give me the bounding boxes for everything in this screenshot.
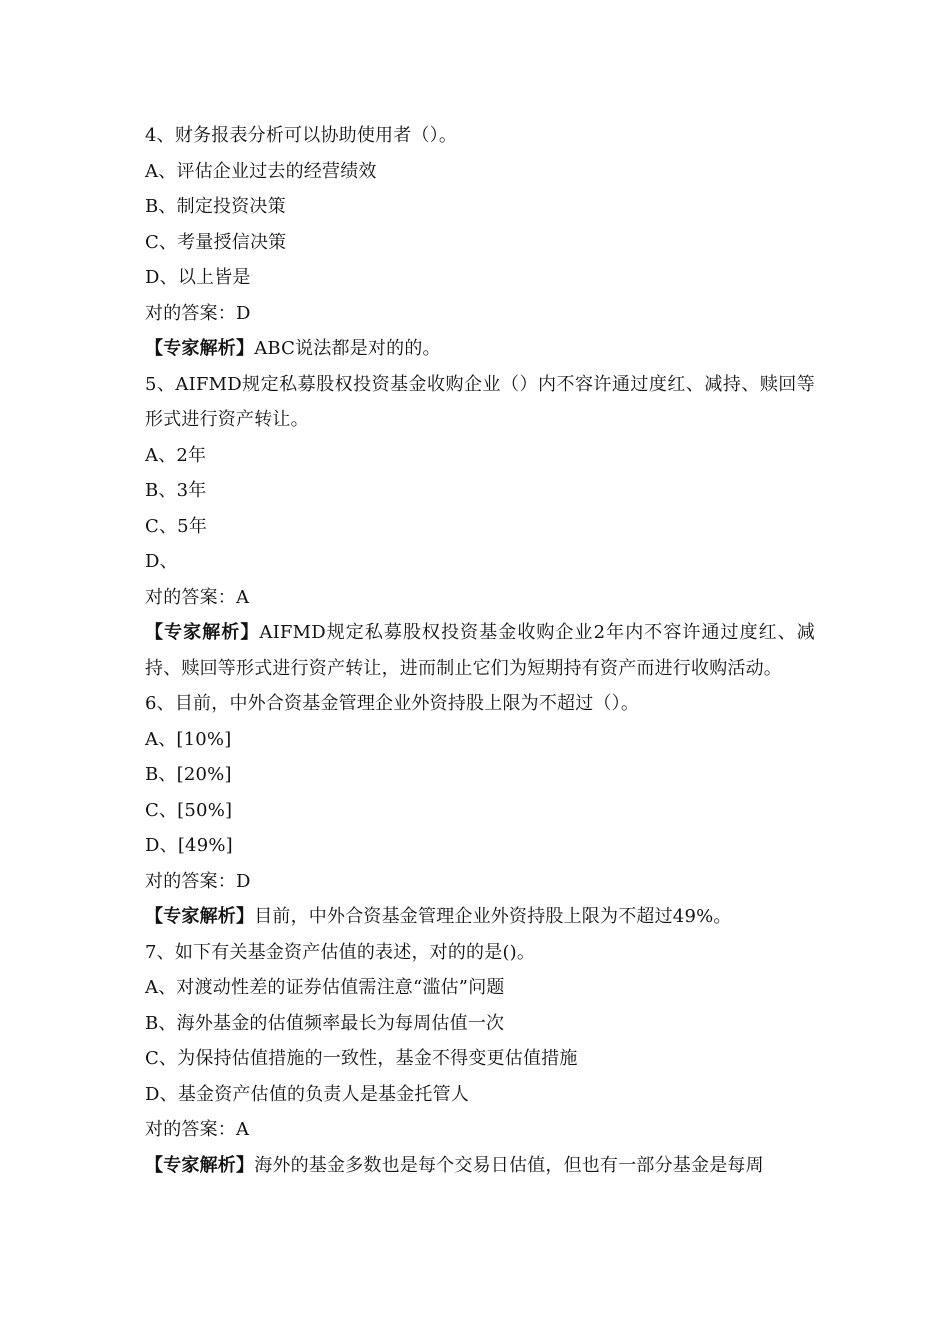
question-block <box>145 935 815 1184</box>
analysis-text: 目前，中外合资基金管理企业外资持股上限为不超过49%。 <box>254 906 732 927</box>
option-c: C、[50%] <box>145 799 233 821</box>
option-b: B、3年 <box>145 480 207 501</box>
expert-analysis <box>145 1148 815 1184</box>
correct-answer: 对的答案：A <box>145 586 250 608</box>
option-a: A、对渡动性差的证券估值需注意“滥估”问题 <box>145 977 505 998</box>
option-b: B、[20%] <box>145 764 232 785</box>
option-b: B、海外基金的估值频率最长为每周估值一次 <box>145 1012 505 1034</box>
question-block <box>145 118 815 367</box>
option-a: A、评估企业过去的经营绩效 <box>145 160 377 182</box>
option-a: A、2年 <box>145 444 207 466</box>
option-c: C、5年 <box>145 515 208 537</box>
question-block <box>145 367 815 687</box>
expert-analysis <box>145 331 815 367</box>
analysis-tag: 【专家解析】 <box>145 906 255 927</box>
question-stem: 7、如下有关基金资产估值的表述，对的的是()。 <box>145 941 536 963</box>
correct-answer: 对的答案：A <box>145 1119 250 1140</box>
correct-answer: 对的答案：D <box>145 870 251 892</box>
analysis-tag: 【专家解析】 <box>145 1154 255 1176</box>
option-c: C、考量授信决策 <box>145 231 287 253</box>
expert-analysis <box>145 615 815 686</box>
analysis-tag: 【专家解析】 <box>145 622 260 643</box>
question-stem: 6、目前，中外合资基金管理企业外资持股上限为不超过（）。 <box>145 693 640 714</box>
option-d: D、以上皆是 <box>145 267 251 288</box>
analysis-tag: 【专家解析】 <box>145 338 255 359</box>
analysis-text: AIFMD规定私募股权投资基金收购企业2年内不容许通过度红、减持、赎回等形式进行资产转让，进而制止它们为短期持有资产而进行收购活动。 <box>145 622 815 679</box>
expert-analysis <box>145 899 815 935</box>
question-stem: 5、AIFMD规定私募股权投资基金收购企业（）内不容许通过度红、减持、赎回等形式进行资产转让。 <box>145 373 815 430</box>
correct-answer: 对的答案：D <box>145 302 251 324</box>
option-d: D、[49%] <box>145 835 233 856</box>
question-block <box>145 686 815 935</box>
option-c: C、为保持估值措施的一致性，基金不得变更估值措施 <box>145 1048 578 1069</box>
option-a: A、[10%] <box>145 728 232 750</box>
option-d: D、 <box>145 551 178 572</box>
option-b: B、制定投资决策 <box>145 196 286 217</box>
analysis-text: ABC说法都是对的的。 <box>254 338 441 359</box>
question-stem: 4、财务报表分析可以协助使用者（）。 <box>145 125 458 146</box>
document-page <box>145 118 815 1183</box>
option-d: D、基金资产估值的负责人是基金托管人 <box>145 1083 470 1105</box>
analysis-text: 海外的基金多数也是每个交易日估值，但也有一部分基金是每周 <box>254 1154 764 1176</box>
